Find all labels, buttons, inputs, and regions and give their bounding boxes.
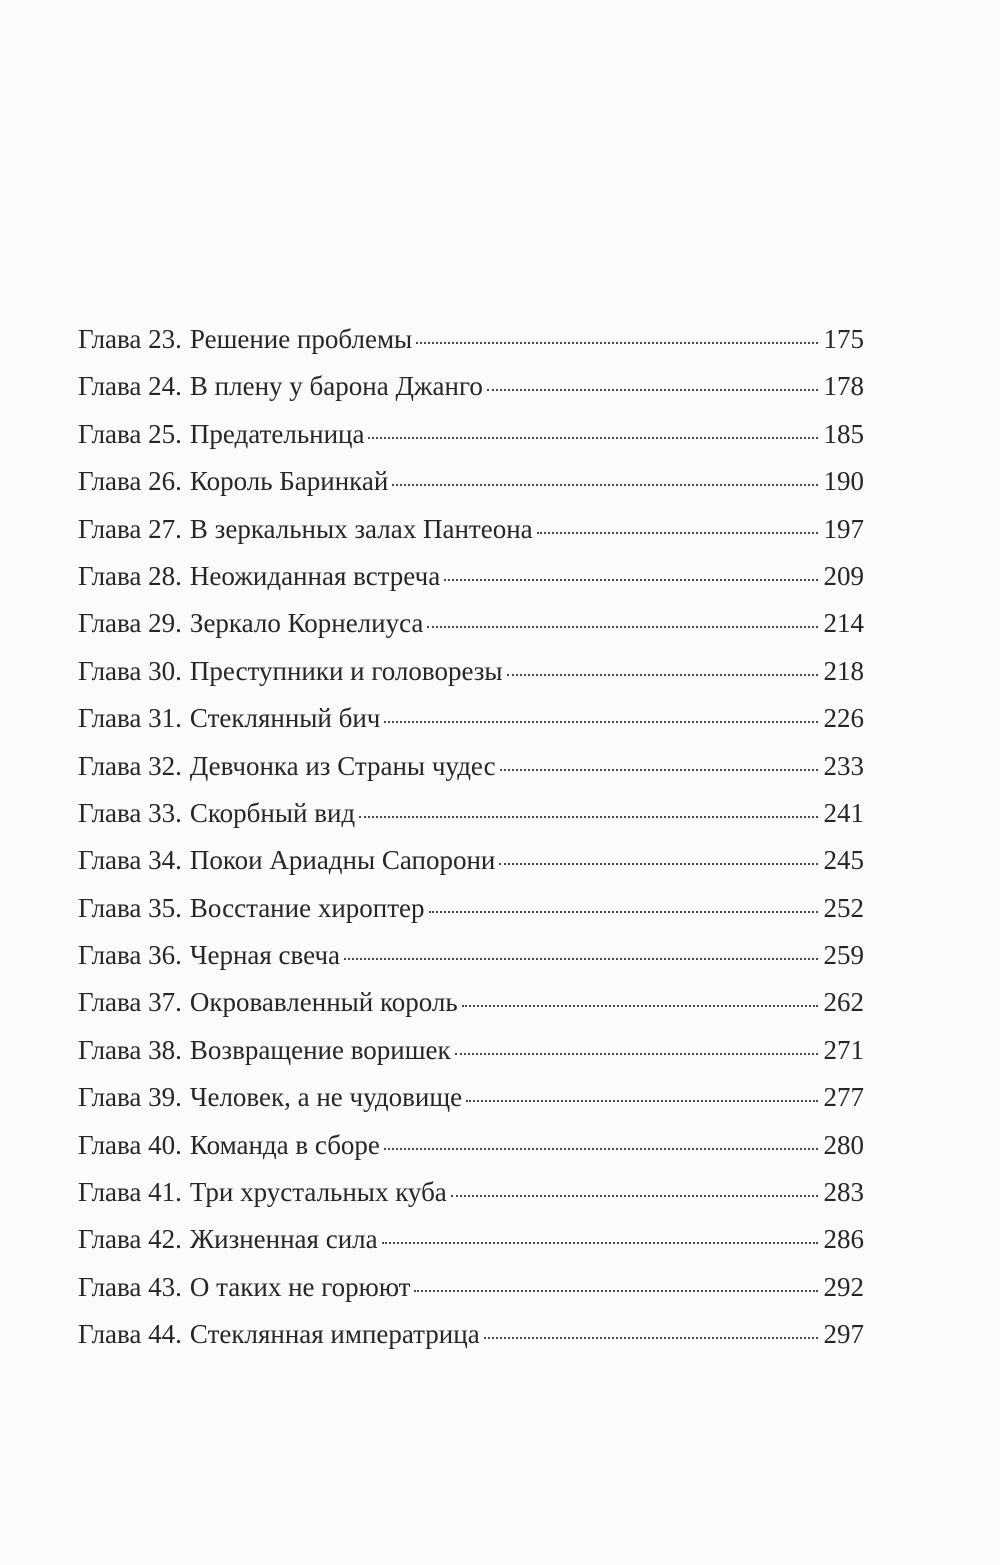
page-number: 280 <box>823 1129 864 1160</box>
toc-entry <box>78 743 864 790</box>
chapter-title: Решение проблемы <box>189 324 413 354</box>
page-number: 297 <box>823 1319 864 1350</box>
chapter-number: Глава 38. <box>78 1034 182 1065</box>
toc-entry <box>78 553 864 600</box>
chapter-number: Глава 32. <box>78 750 182 781</box>
toc-entry <box>78 1311 864 1358</box>
page-number: 283 <box>823 1177 864 1208</box>
toc-entry <box>78 695 864 742</box>
chapter-title: Неожиданная встреча <box>189 560 441 591</box>
dot-leader <box>392 484 817 486</box>
dot-leader <box>500 769 818 771</box>
toc-entry <box>78 979 864 1026</box>
dot-leader <box>368 437 817 439</box>
chapter-number: Глава 23. <box>78 324 182 354</box>
chapter-title: Восстание хироптер <box>189 892 425 923</box>
dot-leader <box>507 674 818 676</box>
toc-entry <box>78 1216 864 1263</box>
toc-entry <box>78 1264 864 1311</box>
page-number: 286 <box>823 1224 864 1255</box>
page-number: 197 <box>823 513 864 544</box>
dot-leader <box>484 1337 818 1339</box>
toc-entry <box>78 790 864 837</box>
chapter-number: Глава 33. <box>78 797 182 828</box>
chapter-number: Глава 36. <box>78 940 182 971</box>
toc-entry <box>78 316 864 363</box>
dot-leader <box>414 1290 817 1292</box>
chapter-number: Глава 25. <box>78 418 182 449</box>
chapter-title: Зеркало Корнелиуса <box>189 608 424 639</box>
dot-leader <box>451 1195 818 1197</box>
toc-entry <box>78 363 864 410</box>
toc-entry <box>78 506 864 553</box>
chapter-title: Окровавленный король <box>189 987 458 1018</box>
page-number: 185 <box>823 418 864 449</box>
chapter-title: О таких не горюют <box>189 1271 411 1302</box>
toc-entry <box>78 837 864 884</box>
chapter-title: Преступники и головорезы <box>189 655 503 686</box>
toc-entry <box>78 411 864 458</box>
page-number: 271 <box>823 1034 864 1065</box>
page-number: 214 <box>823 608 864 639</box>
dot-leader <box>455 1053 818 1055</box>
dot-leader <box>384 1148 818 1150</box>
page-number: 245 <box>823 845 864 876</box>
dot-leader <box>344 958 817 960</box>
toc-entry <box>78 885 864 932</box>
dot-leader <box>382 1242 818 1244</box>
chapter-number: Глава 27. <box>78 513 182 544</box>
dot-leader <box>444 579 817 581</box>
page-number: 252 <box>823 892 864 923</box>
chapter-number: Глава 39. <box>78 1082 182 1113</box>
chapter-title: Команда в сборе <box>189 1129 380 1160</box>
dot-leader <box>359 816 817 818</box>
dot-leader <box>416 342 817 344</box>
chapter-number: Глава 26. <box>78 466 182 497</box>
chapter-title: В плену у барона Джанго <box>189 371 483 402</box>
dot-leader <box>427 626 817 628</box>
chapter-title: Предательница <box>189 418 365 449</box>
chapter-title: Человек, а не чудовище <box>189 1082 463 1113</box>
page-number: 262 <box>823 987 864 1018</box>
chapter-title: Стеклянная императрица <box>189 1319 480 1350</box>
chapter-number: Глава 24. <box>78 371 182 402</box>
chapter-title: Три хрустальных куба <box>189 1177 447 1208</box>
chapter-number: Глава 35. <box>78 892 182 923</box>
chapter-title: Стеклянный бич <box>189 703 381 734</box>
chapter-number: Глава 37. <box>78 987 182 1018</box>
chapter-title: В зеркальных залах Пантеона <box>189 513 533 544</box>
table-of-contents <box>78 316 864 1359</box>
toc-entry <box>78 1027 864 1074</box>
page-number: 218 <box>823 655 864 686</box>
chapter-title: Скорбный вид <box>189 797 356 828</box>
page-number: 259 <box>823 940 864 971</box>
chapter-title: Покои Ариадны Сапорони <box>189 845 496 876</box>
chapter-title: Черная свеча <box>189 940 341 971</box>
toc-entry <box>78 1122 864 1169</box>
toc-entry <box>78 932 864 979</box>
chapter-number: Глава 28. <box>78 560 182 591</box>
page-number: 277 <box>823 1082 864 1113</box>
page-number: 292 <box>823 1271 864 1302</box>
chapter-title: Жизненная сила <box>189 1224 378 1255</box>
toc-entry <box>78 648 864 695</box>
chapter-number: Глава 42. <box>78 1224 182 1255</box>
chapter-number: Глава 43. <box>78 1271 182 1302</box>
chapter-title: Девчонка из Страны чудес <box>189 750 496 781</box>
page-number: 226 <box>823 703 864 734</box>
chapter-title: Король Баринкай <box>189 466 389 497</box>
chapter-number: Глава 30. <box>78 655 182 686</box>
chapter-number: Глава 29. <box>78 608 182 639</box>
chapter-number: Глава 44. <box>78 1319 182 1350</box>
chapter-number: Глава 40. <box>78 1129 182 1160</box>
chapter-number: Глава 41. <box>78 1177 182 1208</box>
dot-leader <box>537 532 818 534</box>
page-number: 175 <box>823 324 864 354</box>
page-number: 190 <box>823 466 864 497</box>
chapter-title: Возвращение воришек <box>189 1034 451 1065</box>
page-number: 233 <box>823 750 864 781</box>
chapter-number: Глава 34. <box>78 845 182 876</box>
page-number: 241 <box>823 797 864 828</box>
chapter-number: Глава 31. <box>78 703 182 734</box>
page-number: 178 <box>823 371 864 402</box>
toc-entry <box>78 1074 864 1121</box>
toc-entry <box>78 458 864 505</box>
dot-leader <box>429 911 818 913</box>
toc-entry <box>78 600 864 647</box>
toc-entry <box>78 1169 864 1216</box>
dot-leader <box>487 389 818 391</box>
page-number: 209 <box>823 560 864 591</box>
dot-leader <box>384 721 817 723</box>
dot-leader <box>499 863 817 865</box>
dot-leader <box>462 1005 818 1007</box>
dot-leader <box>466 1100 817 1102</box>
